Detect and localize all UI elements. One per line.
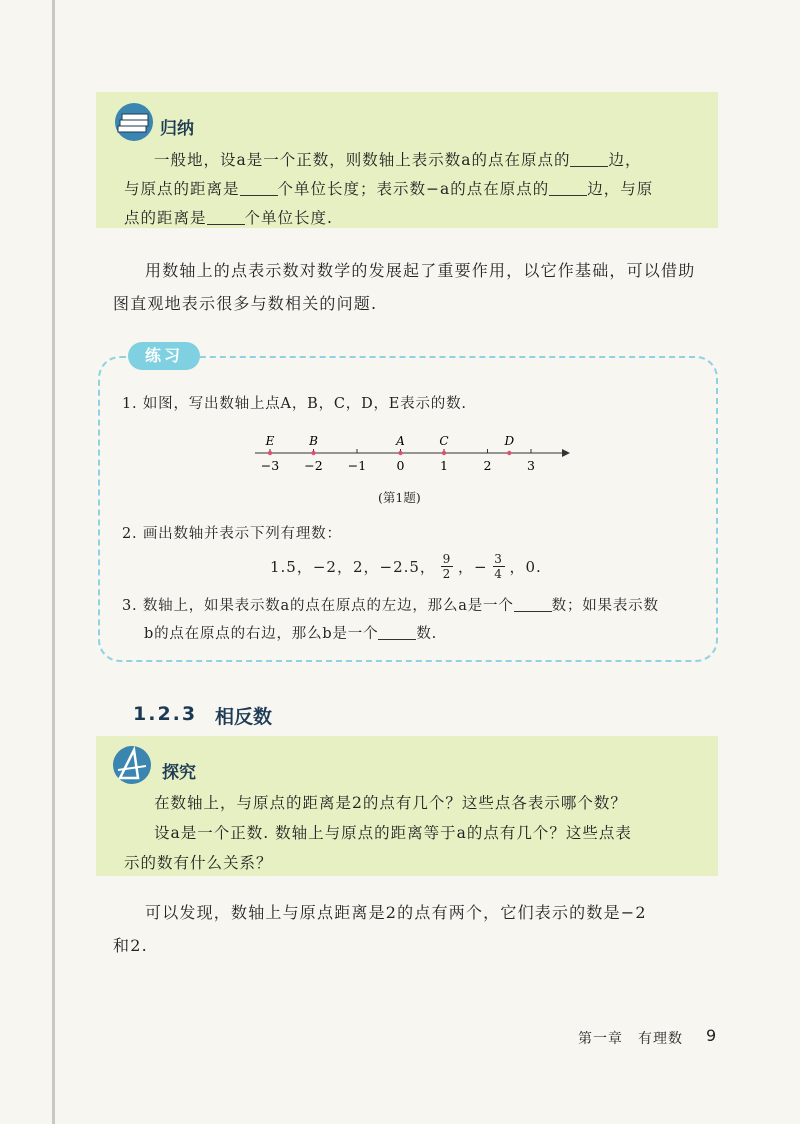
exercise-3-part: b的点在原点的右边，那么b是一个	[144, 626, 379, 642]
number-line-tick-label: 1	[440, 458, 448, 473]
number-line-arrow	[562, 449, 570, 457]
paragraph-line: 图直观地表示很多与数相关的问题.	[113, 294, 378, 313]
number-line-point-c	[442, 451, 446, 455]
page-number: 9	[706, 1026, 717, 1045]
rational-number-list	[270, 552, 542, 581]
summary-text-part: 边，	[608, 151, 642, 169]
number-line-tick-label: −2	[304, 458, 323, 473]
exercise-3-part: 数；如果表示数	[551, 598, 659, 614]
compass-protractor-icon	[112, 744, 152, 786]
summary-box	[96, 92, 718, 228]
summary-text	[124, 146, 714, 233]
number-line-point-d	[507, 451, 511, 455]
number-line-tick-label: 2	[483, 458, 492, 473]
figure-caption: (第1题)	[378, 490, 421, 505]
number-line-point-a	[398, 451, 402, 455]
summary-text-part: 边，与原	[587, 180, 654, 198]
number-line-point-b	[311, 451, 315, 455]
number-line-figure	[240, 428, 580, 476]
summary-text-part: 个单位长度；表示数−a的点在原点的	[277, 180, 550, 198]
section-title: 相反数	[215, 706, 273, 728]
fill-blank	[514, 597, 552, 613]
fraction-three-quarters	[493, 552, 505, 581]
number-list-part: ，−	[457, 558, 488, 576]
paragraph-conclusion	[113, 896, 713, 962]
summary-text-part: 与原点的距离是	[124, 180, 240, 198]
explore-line: 设a是一个正数. 数轴上与原点的距离等于a的点有几个？这些点表	[154, 824, 632, 842]
fill-blank	[207, 209, 245, 226]
fraction-numerator: 3	[494, 552, 503, 566]
fraction-nine-halves	[441, 552, 453, 581]
explore-title: 探究	[162, 763, 196, 783]
paragraph-number-line-usage	[113, 254, 713, 320]
number-line-point-label: B	[309, 434, 318, 448]
fill-blank	[570, 151, 608, 168]
paragraph-line: 和2.	[113, 936, 148, 955]
summary-text-part: 一般地，设a是一个正数，则数轴上表示数a的点在原点的	[154, 151, 571, 169]
fill-blank	[549, 180, 587, 197]
number-line-point-label: E	[265, 434, 275, 448]
number-list-part: 1.5，−2，2，−2.5，	[270, 558, 436, 576]
fraction-denominator: 4	[494, 567, 503, 581]
book-stack-icon	[112, 102, 156, 142]
exercise-3-part: 3. 数轴上，如果表示数a的点在原点的左边，那么a是一个	[122, 598, 514, 614]
number-line-tick-label: 3	[527, 458, 535, 473]
page-binding-edge	[52, 0, 55, 1124]
explore-text	[124, 788, 716, 878]
number-list-part: ，0.	[509, 558, 542, 576]
chapter-footer: 第一章 有理数	[578, 1031, 683, 1047]
number-line-tick-label: −3	[260, 458, 280, 473]
number-line-point-e	[268, 451, 272, 455]
fraction-numerator: 9	[442, 552, 452, 566]
summary-title: 归纳	[160, 119, 194, 139]
summary-text-part: 点的距离是	[124, 209, 207, 227]
exercise-2: 2. 画出数轴并表示下列有理数：	[122, 526, 342, 542]
explore-line: 示的数有什么关系？	[124, 854, 273, 872]
section-number: 1.2.3	[133, 703, 198, 725]
practice-tag: 练习	[128, 342, 200, 370]
fraction-denominator: 2	[442, 567, 452, 581]
paragraph-line: 用数轴上的点表示数对数学的发展起了重要作用，以它作基础，可以借助	[145, 261, 696, 280]
explore-box	[96, 736, 718, 876]
fill-blank	[378, 625, 416, 641]
number-line-tick-label: 0	[396, 458, 405, 473]
explore-line: 在数轴上，与原点的距离是2的点有几个？这些点各表示哪个数？	[154, 794, 627, 812]
number-line-point-label: A	[396, 434, 405, 448]
number-line-tick-label: −1	[347, 458, 367, 473]
exercise-1: 1. 如图，写出数轴上点A，B，C，D，E表示的数.	[122, 396, 467, 412]
exercise-3-part: 数.	[416, 626, 438, 642]
fill-blank	[240, 180, 278, 197]
summary-text-part: 个单位长度.	[244, 209, 333, 227]
exercise-3	[122, 592, 659, 648]
paragraph-line: 可以发现，数轴上与原点距离是2的点有两个，它们表示的数是−2	[145, 903, 647, 922]
number-line-point-label: C	[439, 434, 449, 448]
number-line-point-label: D	[504, 434, 515, 448]
